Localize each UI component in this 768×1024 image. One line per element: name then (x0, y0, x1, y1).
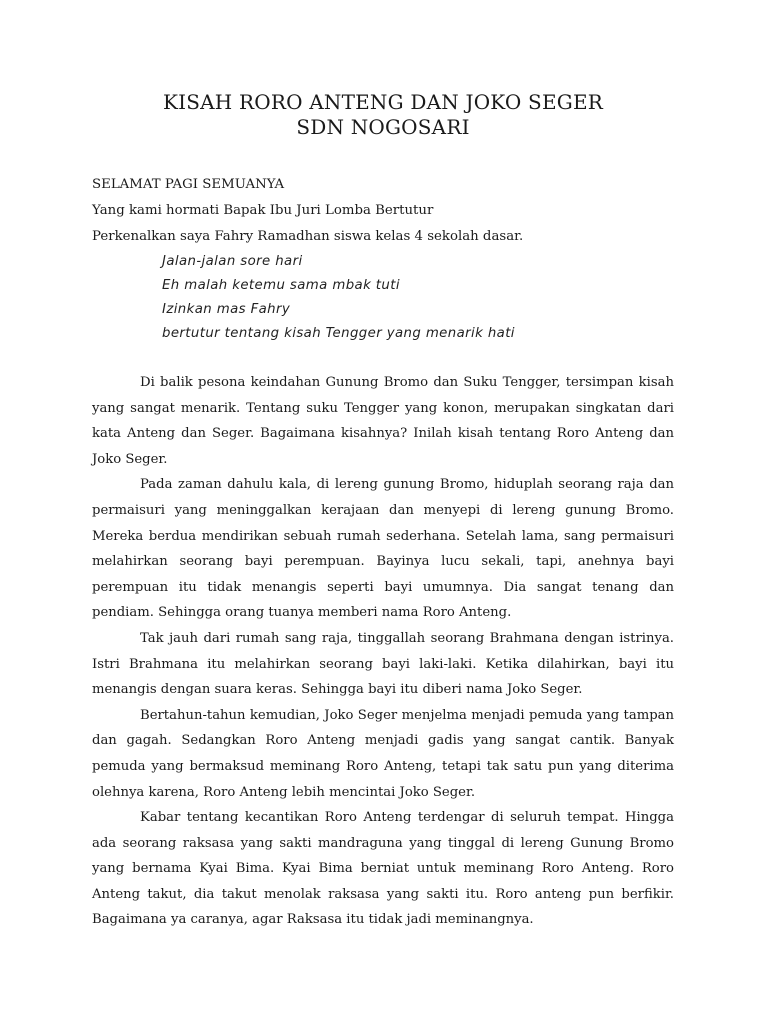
title-line-2: SDN NOGOSARI (296, 115, 470, 139)
document-page (92, 90, 674, 933)
title-line-1: KISAH RORO ANTENG DAN JOKO SEGER (162, 90, 603, 114)
pantun-line: Jalan-jalan sore hari (162, 254, 303, 269)
greeting-block (92, 172, 674, 250)
story-paragraph: Bertahun-tahun kemudian, Joko Seger menjelma menjadi pemuda yang tampan dan gagah. Sedangkan Roro Anteng menjadi gadis yang sangat cantik. Banyak pemuda yang bermaksud meminang Roro Anteng, tetapi tak satu pun yang diterima olehnya karena, Roro Anteng lebih mencintai Joko Seger. (92, 707, 674, 800)
story-paragraph: Pada zaman dahulu kala, di lereng gunung Bromo, hiduplah seorang raja dan permaisuri yang meninggalkan kerajaan dan menyepi di lereng gunung Bromo. Mereka berdua mendirikan sebuah rumah sederhana. Setelah lama, sang permaisuri melahirkan seorang bayi perempuan. Bayinya lucu sekali, tapi, anehnya bayi perempuan itu tidak menangis seperti bayi umumnya. Dia sangat tenang dan pendiam. Sehingga orang tuanya memberi nama Roro Anteng. (92, 477, 674, 621)
pantun-line: Izinkan mas Fahry (162, 302, 291, 317)
story-paragraph: Tak jauh dari rumah sang raja, tinggallah seorang Brahmana dengan istrinya. Istri Brahmana itu melahirkan seorang bayi laki-laki. Ketika dilahirkan, bayi itu menangis dengan suara keras. Sehingga bayi itu diberi nama Joko Seger. (92, 630, 674, 698)
pantun-line: bertutur tentang kisah Tengger yang menarik hati (162, 326, 515, 341)
greeting-line: Yang kami hormati Bapak Ibu Juri Lomba Bertutur (92, 203, 434, 218)
pantun-line: Eh malah ketemu sama mbak tuti (162, 278, 400, 293)
story-paragraph: Di balik pesona keindahan Gunung Bromo dan Suku Tengger, tersimpan kisah yang sangat menarik. Tentang suku Tengger yang konon, merupakan singkatan dari kata Anteng dan Seger. Bagaimana kisahnya? Inilah kisah tentang Roro Anteng dan Joko Seger. (92, 375, 674, 467)
greeting-line: SELAMAT PAGI SEMUANYA (92, 177, 285, 192)
story-body (92, 370, 674, 933)
pantun-block (162, 250, 674, 346)
greeting-line: Perkenalkan saya Fahry Ramadhan siswa kelas 4 sekolah dasar. (92, 229, 524, 244)
document-title (92, 90, 674, 140)
story-paragraph: Kabar tentang kecantikan Roro Anteng terdengar di seluruh tempat. Hingga ada seorang raksasa yang sakti mandraguna yang tinggal di lereng Gunung Bromo yang bernama Kyai Bima. Kyai Bima berniat untuk meminang Roro Anteng. Roro Anteng takut, dia takut menolak raksasa yang sakti itu. Roro anteng pun berfikir. Bagaimana ya caranya, agar Raksasa itu tidak jadi meminangnya. (92, 810, 674, 928)
